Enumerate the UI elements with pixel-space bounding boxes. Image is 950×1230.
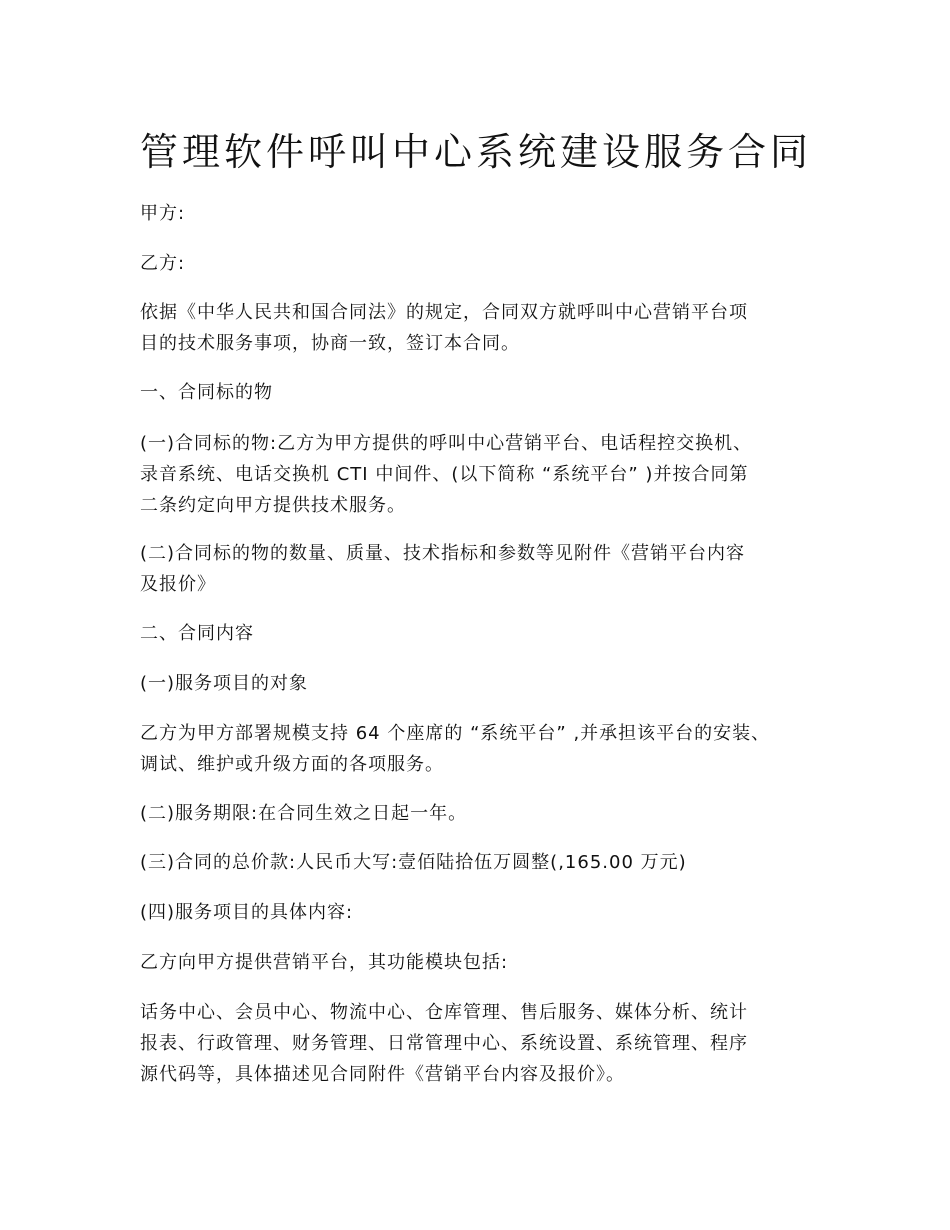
section1-item1-line: (一)合同标的物:乙方为甲方提供的呼叫中心营销平台、电话程控交换机、 <box>140 433 753 454</box>
preamble-paragraph <box>140 297 830 359</box>
modules-line: 源代码等，具体描述见合同附件《营销平台内容及报价》。 <box>140 1064 625 1085</box>
preamble-line: 依据《中华人民共和国合同法》的规定，合同双方就呼叫中心营销平台项 <box>140 302 748 323</box>
section2-item2: (二)服务期限:在合同生效之日起一年。 <box>140 803 468 824</box>
section2-item4: (四)服务项目的具体内容: <box>140 902 354 923</box>
section2-item4-intro: 乙方向甲方提供营销平台，其功能模块包括: <box>140 952 509 973</box>
section1-heading: 一、合同标的物 <box>140 382 273 403</box>
section2-item4-modules <box>140 997 830 1090</box>
section1-item1-line: 二条约定向甲方提供技术服务。 <box>140 495 406 516</box>
section2-item1-body <box>140 718 830 780</box>
section2-item1-body-line: 乙方为甲方部署规模支持 64 个座席的 “系统平台” ,并承担该平台的安装、 <box>140 723 771 744</box>
modules-line: 报表、行政管理、财务管理、日常管理中心、系统设置、系统管理、程序 <box>140 1033 748 1054</box>
party-a-label: 甲方: <box>140 203 186 224</box>
preamble-line: 目的技术服务事项，协商一致，签订本合同。 <box>140 333 520 354</box>
section1-item2-line: 及报价》 <box>140 574 216 595</box>
section2-item1-body-line: 调试、维护或升级方面的各项服务。 <box>140 754 444 775</box>
section1-item1-line: 录音系统、电话交换机 CTI 中间件、(以下简称 “系统平台” )并按合同第 <box>140 464 749 485</box>
modules-line: 话务中心、会员中心、物流中心、仓库管理、售后服务、媒体分析、统计 <box>140 1002 748 1023</box>
section2-item1: (一)服务项目的对象 <box>140 673 309 694</box>
party-b-label: 乙方: <box>140 253 186 274</box>
document-title: 管理软件呼叫中心系统建设服务合同 <box>140 130 813 174</box>
section1-item2 <box>140 538 830 600</box>
section2-item3: (三)合同的总价款:人民币大写:壹佰陆拾伍万圆整(,165.00 万元) <box>140 852 687 873</box>
section1-item1 <box>140 428 830 521</box>
section1-item2-line: (二)合同标的物的数量、质量、技术指标和参数等见附件《营销平台内容 <box>140 543 746 564</box>
section2-heading: 二、合同内容 <box>140 623 254 644</box>
